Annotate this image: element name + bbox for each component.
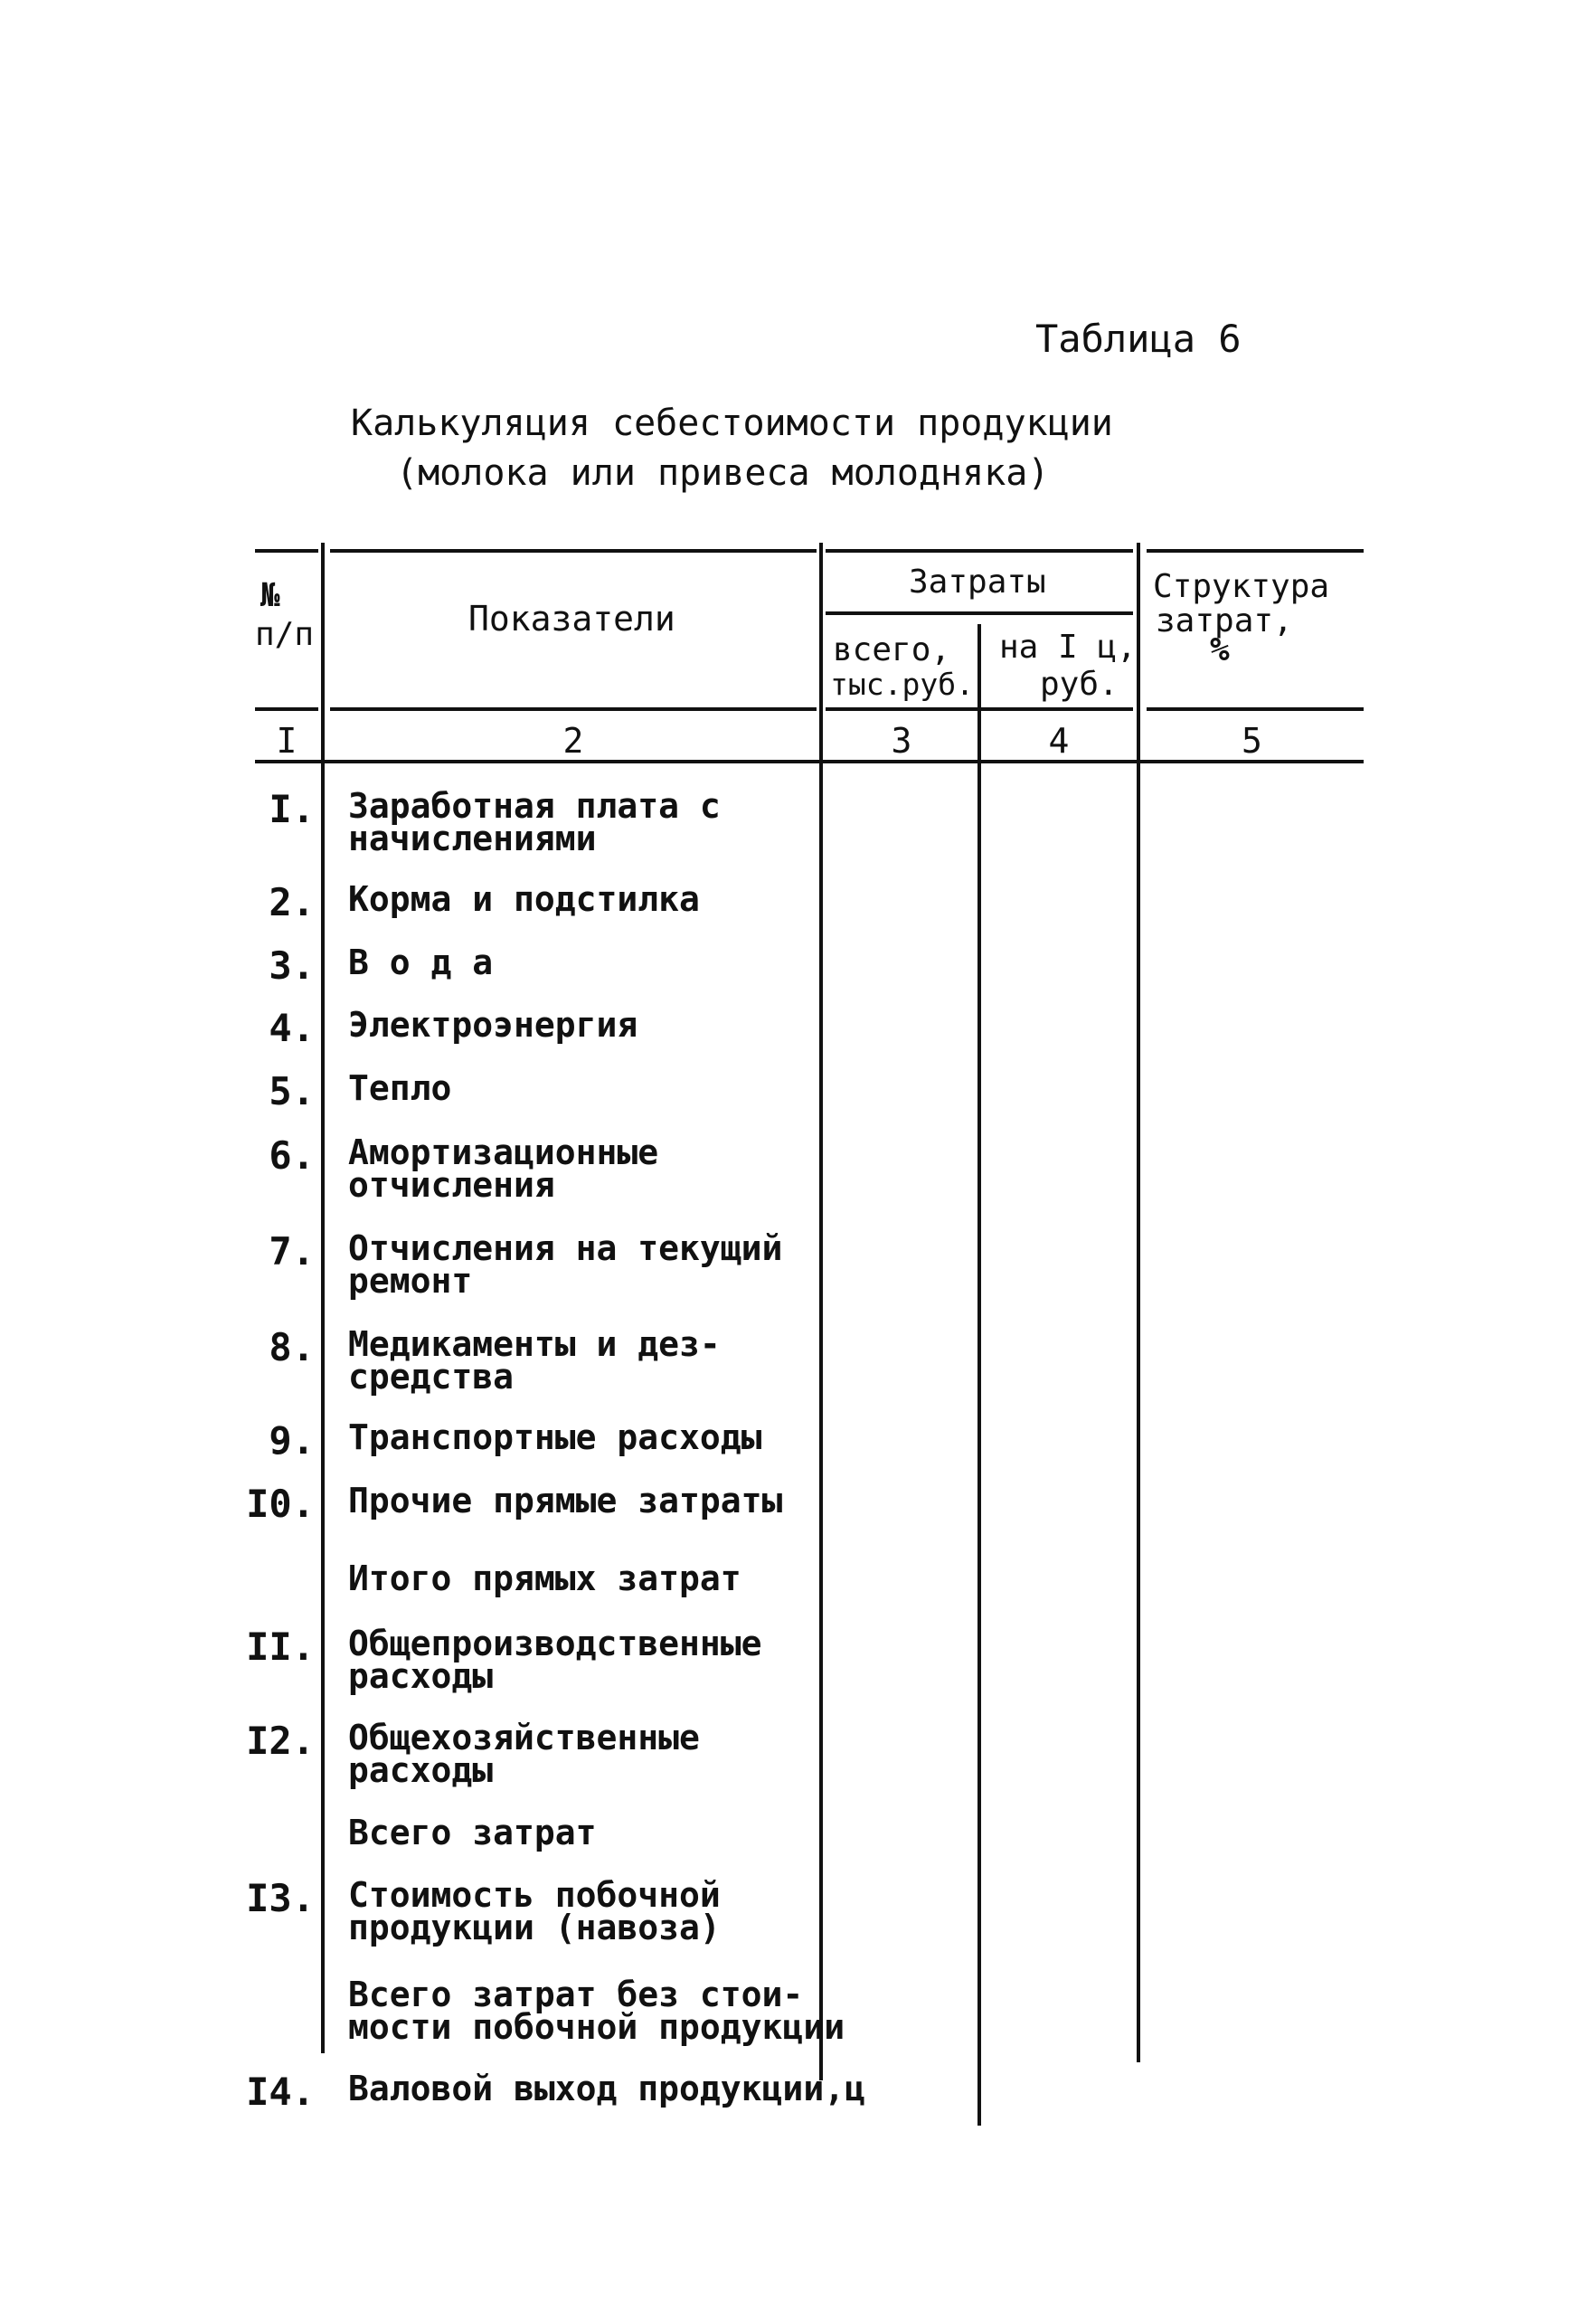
vline-between-costs	[977, 624, 981, 2126]
vline-after-indicators	[819, 543, 823, 2080]
header-bottom-rule-structure	[1147, 707, 1364, 711]
row-label-line1: Электроэнергия	[348, 1005, 638, 1045]
column-number-1: I	[276, 721, 297, 761]
header-bottom-rule-col2	[330, 707, 817, 711]
row-label-line1: Всего затрат	[348, 1813, 597, 1852]
row-label-line1: В о д а	[348, 943, 494, 982]
row-number: I2.	[246, 1719, 315, 1763]
row-label-line2: средства	[348, 1357, 515, 1397]
row-label-line1: Общехозяйственные	[348, 1718, 700, 1757]
row-number: I4.	[246, 2070, 315, 2114]
row-number: I0.	[246, 1482, 315, 1526]
row-number: 4.	[269, 1006, 315, 1050]
table-title-line1: Калькуляция себестоимости продукции	[351, 403, 1113, 444]
header-per-unit-line2: руб.	[1040, 666, 1119, 703]
top-rule-col2	[330, 549, 817, 553]
table-title-line2: (молока или привеса молодняка)	[396, 452, 1050, 494]
row-label-line1: Всего затрат без стои-	[348, 1975, 804, 2014]
row-number: 6.	[269, 1133, 315, 1178]
row-number: 5.	[269, 1069, 315, 1113]
row-number: 8.	[269, 1325, 315, 1369]
header-indicators: Показатели	[468, 599, 675, 639]
row-number: I.	[269, 787, 315, 831]
row-label-line2: расходы	[348, 1656, 494, 1696]
column-number-3: 3	[891, 721, 912, 761]
column-number-2: 2	[562, 721, 584, 761]
row-label-line1: Медикаменты и дез-	[348, 1324, 721, 1364]
vline-after-num	[321, 543, 325, 2053]
row-number: 2.	[269, 880, 315, 924]
row-label-line2: расходы	[348, 1750, 494, 1790]
header-costs: Затраты	[909, 564, 1046, 601]
top-rule-col1	[255, 549, 318, 553]
top-rule-structure	[1147, 549, 1364, 553]
row-label-line1: Амортизационные	[348, 1132, 659, 1172]
row-label-line2: продукции (навоза)	[348, 1908, 721, 1947]
header-num-label: п/п	[255, 616, 315, 653]
column-number-4: 4	[1048, 721, 1070, 761]
row-label-line1: Корма и подстилка	[348, 879, 700, 919]
column-number-5: 5	[1242, 721, 1262, 761]
row-label-line1: Отчисления на текущий	[348, 1228, 783, 1268]
header-structure-line1: Структура	[1153, 568, 1330, 605]
row-label-line1: Транспортные расходы	[348, 1417, 762, 1457]
row-number: II.	[246, 1625, 315, 1669]
row-number: 3.	[269, 943, 315, 988]
row-label-line2: отчисления	[348, 1165, 555, 1205]
vline-after-costs	[1137, 543, 1140, 2062]
row-label-line1: Итого прямых затрат	[348, 1558, 741, 1598]
top-rule-costs	[826, 549, 1133, 553]
header-structure-line3: %	[1210, 631, 1230, 668]
row-label-line1: Общепроизводственные	[348, 1624, 762, 1663]
costs-subheader-rule	[826, 611, 1133, 615]
header-num-symbol: №	[260, 577, 280, 614]
header-per-unit-line1: на I ц,	[999, 629, 1137, 666]
row-label-line2: ремонт	[348, 1261, 473, 1301]
header-bottom-rule-col1	[255, 707, 318, 711]
row-number: 9.	[269, 1418, 315, 1463]
row-number: I3.	[246, 1876, 315, 1920]
header-total-line1: всего,	[833, 631, 951, 668]
header-total-line2: тыс.руб.	[830, 667, 974, 702]
row-label-line1: Стоимость побочной	[348, 1875, 721, 1915]
row-label-line1: Валовой выход продукции,ц	[348, 2069, 865, 2108]
row-label-line1: Заработная плата с	[348, 786, 721, 826]
row-label-line1: Прочие прямые затраты	[348, 1481, 783, 1520]
row-label-line2: мости побочной продукции	[348, 2007, 845, 2047]
header-structure-line2: затрат,	[1156, 602, 1293, 639]
table-number-label: Таблица 6	[1035, 317, 1242, 361]
row-label-line2: начислениями	[348, 819, 597, 858]
row-number: 7.	[269, 1229, 315, 1274]
row-label-line1: Тепло	[348, 1068, 452, 1108]
